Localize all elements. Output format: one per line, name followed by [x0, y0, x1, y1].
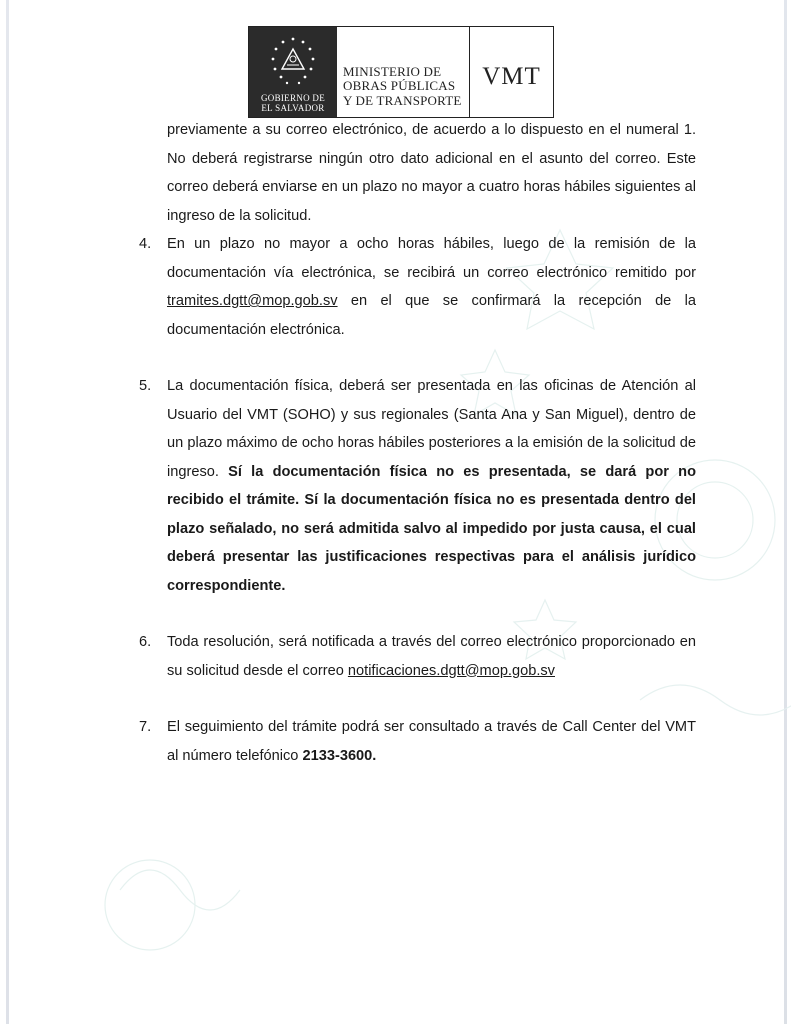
phone-number: 2133-3600.	[302, 747, 377, 764]
item-text	[167, 713, 696, 770]
el-salvador-seal-icon	[264, 35, 322, 91]
item-text-normal: La documentación física, deberá ser presentada en las oficinas de Atención al Usuario del VMT (SOHO) y sus regionales (Santa Ana y San Miguel), dentro de un plazo máximo de ocho horas hábiles posteriores a la emisión de la solicitud de ingreso.	[167, 378, 696, 480]
ministry-line-3: Y DE TRANSPORTE	[343, 92, 462, 108]
list-item-6	[139, 628, 696, 685]
item-text	[167, 230, 696, 344]
ministry-line-1: MINISTERIO DE	[343, 63, 442, 79]
list-item-5	[139, 372, 696, 600]
item-number: 4.	[139, 236, 152, 252]
item-text-bold: Sí la documentación física no es presentada, se dará por no recibido el trámite. Sí la documentación física no es presentada dentro del plazo señalado, no será admitida salvo al impedido por justa causa, el cual deberá presentar las justificaciones respectivas para el análisis jurídico correspondiente.	[167, 463, 696, 594]
scan-edge-right	[784, 0, 787, 1024]
ministry-name	[337, 27, 470, 117]
email-link-tramites[interactable]: tramites.dgtt@mop.gob.sv	[167, 293, 338, 309]
item-text	[167, 372, 696, 600]
item-text-after: en el que se confirmará la recepción de la documentación electrónica.	[167, 293, 696, 338]
continuation-paragraph: previamente a su correo electrónico, de acuerdo a lo dispuesto en el numeral 1. No deberá registrarse ningún otro dato adicional en el asunto del correo. Este correo deberá enviarse en un plazo no mayor a cuatro horas hábiles siguientes al ingreso de la solicitud.	[167, 122, 696, 224]
gov-line-2: EL SALVADOR	[261, 103, 325, 113]
item-text-before: En un plazo no mayor a ocho horas hábiles, luego de la remisión de la documentación vía electrónica, se recibirá un correo electrónico remitido por	[167, 236, 696, 281]
document-body	[139, 116, 696, 798]
item-text	[167, 628, 696, 685]
government-seal-block	[249, 27, 337, 117]
item-text-before: El seguimiento del trámite podrá ser consultado a través de Call Center del VMT al número telefónico	[167, 719, 696, 764]
email-link-notificaciones[interactable]: notificaciones.dgtt@mop.gob.sv	[347, 662, 555, 679]
list-item-7	[139, 713, 696, 770]
item-text-before: Toda resolución, será notificada a través del correo electrónico proporcionado en su solicitud desde el correo	[167, 634, 696, 679]
scan-edge-left	[6, 0, 9, 1024]
item-number: 7.	[139, 719, 152, 735]
item-number: 6.	[139, 634, 152, 650]
item-number: 5.	[139, 378, 152, 394]
letterhead	[248, 26, 554, 118]
gov-line-1: GOBIERNO DE	[260, 93, 326, 103]
vmt-logo: VMT	[482, 63, 541, 90]
ministry-line-2: OBRAS PÚBLICAS	[343, 78, 456, 93]
list-item-4	[139, 230, 696, 344]
